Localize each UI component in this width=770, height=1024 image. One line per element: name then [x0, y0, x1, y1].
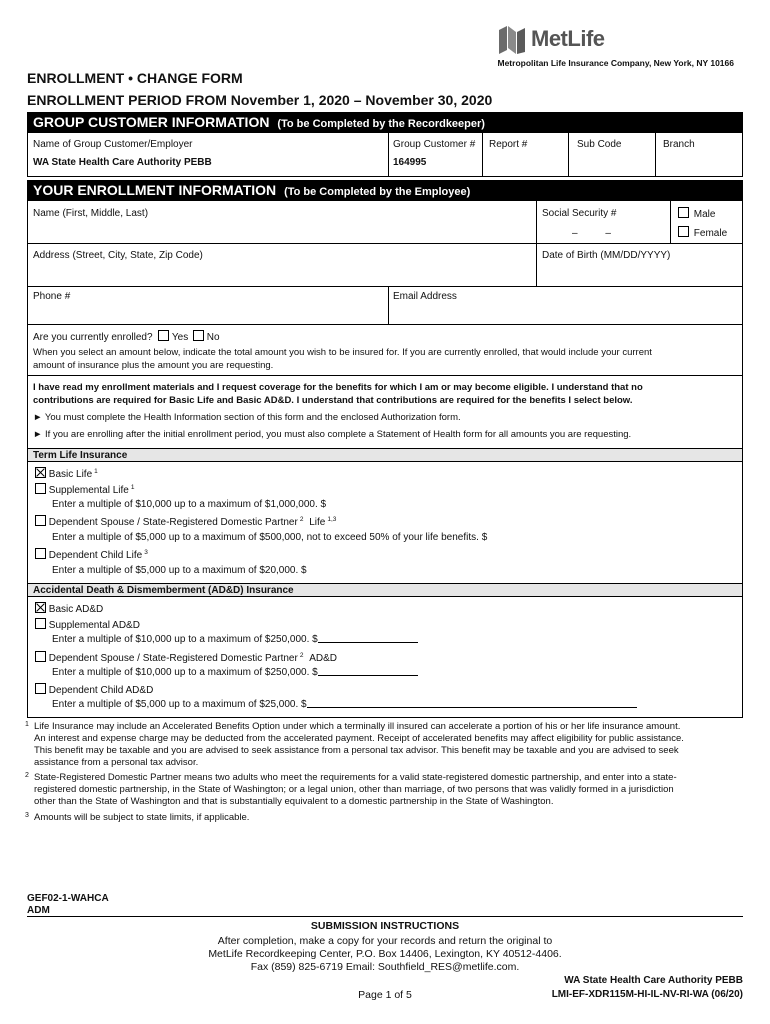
- employer-label: Name of Group Customer/Employer: [33, 139, 193, 150]
- submission-line-2: MetLife Recordkeeping Center, P.O. Box 14406, Lexington, KY 40512-4406.: [208, 948, 562, 960]
- female-label: Female: [693, 228, 728, 239]
- group-section-subtitle: (To be Completed by the Recordkeeper): [277, 118, 485, 130]
- basic-add-checkbox[interactable]: [35, 602, 46, 613]
- supplemental-add-instr-text: Enter a multiple of $10,000 up to a maximum of $250,000. $: [52, 634, 318, 645]
- footnote-3: [25, 812, 744, 824]
- spouse-add-amount-field[interactable]: [318, 667, 418, 676]
- spouse-life-suffix-footnote: 1,3: [327, 516, 337, 523]
- spouse-add-instr-text: Enter a multiple of $10,000 up to a maximum of $250,000. $: [52, 667, 318, 678]
- enrolled-no-checkbox[interactable]: [193, 330, 204, 341]
- branch-label: Branch: [663, 139, 695, 150]
- footnote-1: [25, 721, 744, 769]
- footnote-3-line-1: Amounts will be subject to state limits, if applicable.: [34, 812, 250, 823]
- footnote-2-line-3: other than the State of Washington and that is substantially equivalent to a domestic partnership in the State of Washington.: [34, 796, 554, 807]
- email-field[interactable]: [391, 303, 739, 321]
- form-code-2: ADM: [27, 905, 50, 916]
- male-label: Male: [693, 209, 716, 220]
- bullet-health-info: ► You must complete the Health Information section of this form and the enclosed Authorization form.: [33, 412, 461, 423]
- enrolled-question-row: [33, 330, 220, 343]
- attestation-2: contributions are required for Basic Life and Basic AD&D. I understand that contributions are required for the benefits I select below.: [33, 395, 633, 406]
- footnote-2-line-2: registered domestic partnership, in the State of Washington; or a legal union, other than marriage, of two persons that was validly formed in a jurisdiction: [34, 784, 674, 795]
- spouse-life-label: Dependent Spouse / State-Registered Domestic Partner: [48, 517, 298, 528]
- group-section-header: [27, 112, 743, 132]
- spouse-life-instr-text: Enter a multiple of $5,000 up to a maximum of $500,000, not to exceed 50% of your life benefits. $: [52, 532, 488, 543]
- subcode-label: Sub Code: [577, 139, 622, 150]
- supplemental-life-label: Supplemental Life: [48, 485, 129, 496]
- child-add-checkbox[interactable]: [35, 683, 46, 694]
- footnote-3-number: 3: [25, 812, 29, 819]
- form-code-1: GEF02-1-WAHCA: [27, 893, 109, 904]
- address-field[interactable]: [30, 263, 532, 283]
- basic-add-label: Basic AD&D: [48, 604, 104, 615]
- male-option[interactable]: [678, 207, 715, 220]
- amount-instructions-2: amount of insurance plus the amount you are requesting.: [33, 360, 274, 371]
- child-add-amount-field[interactable]: [307, 699, 637, 708]
- phone-label: Phone #: [33, 291, 71, 302]
- basic-life-label: Basic Life: [48, 469, 93, 480]
- footnote-1-line-1: Life Insurance may include an Accelerated Benefits Option under which a terminally ill insured can accelerate a portion of his or her life insurance amount.: [34, 721, 681, 732]
- spouse-add-checkbox[interactable]: [35, 651, 46, 662]
- spouse-life-instructions: [52, 532, 487, 543]
- form-id: LMI-EF-XDR115M-HI-IL-NV-RI-WA (06/20): [551, 989, 743, 1000]
- female-option[interactable]: [678, 226, 727, 239]
- child-life-instructions: [52, 565, 307, 576]
- basic-life-checkbox[interactable]: [35, 467, 46, 478]
- brand-name: MetLife: [531, 26, 605, 51]
- supplemental-life-row: [35, 483, 134, 496]
- supplemental-life-footnote: 1: [130, 484, 135, 491]
- submission-line-1: After completion, make a copy for your records and return the original to: [217, 935, 553, 947]
- enrolled-yes-label: Yes: [171, 332, 189, 343]
- company-address: Metropolitan Life Insurance Company, New York, NY 10166: [497, 58, 734, 68]
- amount-instructions-1: When you select an amount below, indicate the total amount you wish to be insured for. If you are currently enrolled, that would include your current: [33, 347, 652, 358]
- child-life-row: [35, 548, 148, 561]
- supplemental-add-label: Supplemental AD&D: [48, 620, 140, 631]
- group-number-value: 164995: [393, 157, 427, 168]
- enrollment-section-title: YOUR ENROLLMENT INFORMATION: [33, 182, 277, 198]
- submission-heading: SUBMISSION INSTRUCTIONS: [310, 920, 460, 932]
- attestation-1: I have read my enrollment materials and I request coverage for the benefits for which I am or may become eligible. I understand that no: [33, 382, 643, 393]
- footnote-1-line-4: assistance from a personal tax advisor.: [34, 757, 199, 768]
- child-add-row: [35, 683, 153, 696]
- page-number: Page 1 of 5: [358, 989, 412, 1001]
- child-life-checkbox[interactable]: [35, 548, 46, 559]
- report-label: Report #: [489, 139, 528, 150]
- spouse-life-checkbox[interactable]: [35, 515, 46, 526]
- enrolled-yes-checkbox[interactable]: [158, 330, 169, 341]
- spouse-life-suffix: Life: [309, 517, 326, 528]
- enrolled-no-label: No: [206, 332, 220, 343]
- dob-label: Date of Birth (MM/DD/YYYY): [542, 250, 671, 261]
- metlife-logo: [497, 26, 622, 54]
- supplemental-add-row: [35, 618, 140, 631]
- term-life-heading: Term Life Insurance: [28, 448, 742, 462]
- spouse-add-instructions: [52, 667, 418, 678]
- supplemental-add-amount-field[interactable]: [318, 634, 418, 643]
- supplemental-add-instructions: [52, 634, 418, 645]
- child-life-instr-text: Enter a multiple of $5,000 up to a maximum of $20,000. $: [52, 565, 307, 576]
- footnote-1-line-2: An interest and expense charge may be deducted from the accelerated payment. Receipt of accelerated benefits may affect eligibility for public assistance.: [34, 733, 684, 744]
- employer-value: WA State Health Care Authority PEBB: [33, 157, 212, 168]
- basic-life-footnote: 1: [94, 468, 98, 475]
- add-heading: Accidental Death & Dismemberment (AD&D) Insurance: [28, 583, 742, 597]
- spouse-add-row: [35, 651, 337, 664]
- footnote-2: [25, 772, 744, 808]
- child-life-label: Dependent Child Life: [48, 550, 143, 561]
- enrollment-section-subtitle: (To be Completed by the Employee): [284, 186, 471, 198]
- footnote-1-number: 1: [25, 721, 29, 728]
- child-add-instructions: [52, 699, 637, 710]
- submission-line-3: Fax (859) 825-6719 Email: Southfield_RES@metlife.com.: [250, 961, 520, 973]
- supplemental-life-instructions: [52, 499, 326, 510]
- enrollment-period: ENROLLMENT PERIOD FROM November 1, 2020 – November 30, 2020: [27, 92, 493, 108]
- spouse-add-label: Dependent Spouse / State-Registered Domestic Partner: [48, 653, 298, 664]
- footnote-2-number: 2: [25, 772, 29, 779]
- email-label: Email Address: [393, 291, 457, 302]
- agency-name: WA State Health Care Authority PEBB: [564, 975, 743, 986]
- group-section-title: GROUP CUSTOMER INFORMATION: [33, 114, 270, 130]
- ssn-label: Social Security #: [542, 208, 617, 219]
- child-add-instr-text: Enter a multiple of $5,000 up to a maximum of $25,000. $: [52, 699, 307, 710]
- group-number-label: Group Customer #: [393, 139, 476, 150]
- ssn-field[interactable]: – –: [572, 228, 611, 239]
- supplemental-life-instr-text: Enter a multiple of $10,000 up to a maximum of $1,000,000. $: [52, 499, 327, 510]
- supplemental-life-checkbox[interactable]: [35, 483, 46, 494]
- form-title: ENROLLMENT • CHANGE FORM: [27, 70, 243, 86]
- spouse-life-footnote: 2: [299, 516, 304, 523]
- dob-field[interactable]: [540, 263, 740, 283]
- basic-life-row: [35, 467, 98, 480]
- child-life-footnote: 3: [144, 549, 148, 556]
- bullet-statement-of-health: ► If you are enrolling after the initial enrollment period, you must also complete a Statement of Health form for all amounts you are requesting.: [33, 429, 632, 440]
- footer-divider: [27, 916, 743, 917]
- spouse-add-footnote: 2: [299, 652, 304, 659]
- phone-field[interactable]: [30, 303, 385, 321]
- enrollment-section-header: [27, 180, 743, 200]
- footnote-1-line-3: This benefit may be taxable and you are advised to seek assistance from a personal tax advisor. This benefit may be taxable and you are advised to seek: [34, 745, 679, 756]
- name-label: Name (First, Middle, Last): [33, 208, 149, 219]
- female-checkbox[interactable]: [678, 226, 689, 237]
- child-add-label: Dependent Child AD&D: [48, 685, 154, 696]
- name-field[interactable]: [30, 220, 532, 240]
- supplemental-add-checkbox[interactable]: [35, 618, 46, 629]
- male-checkbox[interactable]: [678, 207, 689, 218]
- spouse-add-suffix: AD&D: [309, 653, 338, 664]
- metlife-logo-icon: [497, 26, 527, 54]
- enrolled-question: Are you currently enrolled?: [33, 332, 153, 343]
- basic-add-row: [35, 602, 103, 615]
- footnote-2-line-1: State-Registered Domestic Partner means two adults who meet the requirements for a valid state-registered domestic partnership, and enter into a state-: [34, 772, 677, 783]
- spouse-life-row: [35, 515, 336, 528]
- address-label: Address (Street, City, State, Zip Code): [33, 250, 203, 261]
